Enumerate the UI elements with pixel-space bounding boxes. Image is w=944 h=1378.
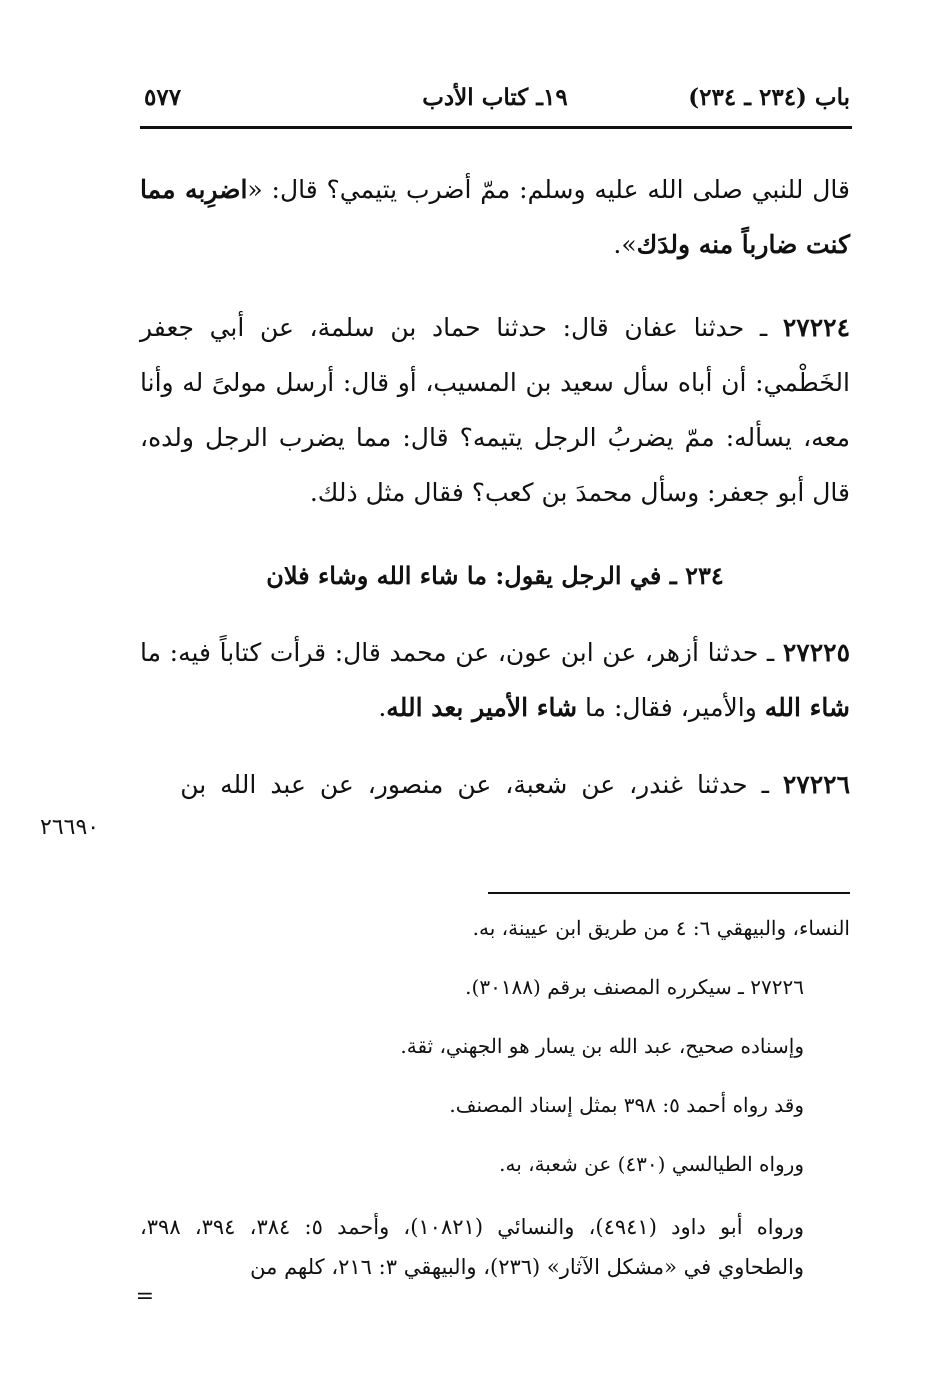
chapter-range: باب (٢٣٤ ـ ٢٣٤) (688, 84, 850, 111)
hadith-bold-text: شاء الله (764, 693, 850, 722)
page-number: ٥٧٧ (144, 84, 182, 111)
margin-reference (40, 815, 99, 840)
chapter-heading: ٢٣٤ ـ في الرجل يقول: ما شاء الله وشاء فلان (266, 561, 724, 590)
hadith-text: والأمير، فقال: ما (577, 693, 765, 722)
hadith-text: ـ حدثنا أزهر، عن ابن عون، عن محمد قال: قرأت كتاباً فيه: ما (140, 638, 783, 667)
footnote-line: وقد رواه أحمد ٥: ٣٩٨ بمثل إسناد المصنف. (449, 1093, 804, 1117)
hadith-27226 (140, 757, 850, 812)
hadith-number: ٢٧٢٢٤ (782, 313, 850, 342)
footnote-line: ٢٧٢٢٦ ـ سيكرره المصنف برقم (٣٠١٨٨). (465, 975, 804, 999)
margin-number: ٢٦٦٩٠ (40, 815, 100, 840)
hadith-text: . (378, 693, 387, 722)
continuation-mark: = (135, 1284, 154, 1309)
hadith-27224 (140, 300, 850, 520)
hadith-number: ٢٧٢٢٥ (782, 638, 850, 667)
paragraph-continuation (140, 162, 850, 272)
hadith-bold-text: شاء الأمير بعد الله (386, 693, 578, 722)
header-divider (140, 126, 852, 129)
hadith-27225 (140, 625, 850, 735)
para1-text: قال للنبي صلى الله عليه وسلم: ممّ أضرب يتيمي؟ قال: « (247, 175, 850, 204)
para1-closing: ». (613, 230, 637, 259)
book-title: ١٩ـ كتاب الأدب (422, 84, 568, 111)
main-text (140, 162, 850, 812)
footnotes (135, 912, 850, 1309)
hadith-text: ـ حدثنا عفان قال: حدثنا حماد بن سلمة، عن أبي جعفر الخَطْمي: أن أباه سأل سعيد بن المسيب، أو قال: أرسل مولىً له وأنا معه، يسأله: ممّ يضربُ الرجل يتيمه؟ قال: مما يضرب الرجل ولده، قال أبو جعفر: وسأل محمدَ بن كعب؟ فقال مثل ذلك. (140, 313, 850, 507)
para1-bold-text: اضرِبه مما كنت ضارباً منه ولدَك (140, 175, 850, 259)
page-header (140, 84, 850, 124)
footnote-line: ورواه الطيالسي (٤٣٠) عن شعبة، به. (499, 1152, 804, 1176)
footnote-line: وإسناده صحيح، عبد الله بن يسار هو الجهني، ثقة. (400, 1034, 804, 1058)
hadith-number: ٢٧٢٢٦ (782, 770, 850, 799)
hadith-text: ـ حدثنا غندر، عن شعبة، عن منصور، عن عبد الله بن (180, 770, 783, 799)
footnote-divider (488, 892, 850, 894)
footnote-paragraph: ورواه أبو داود (٤٩٤١)، والنسائي (١٠٨٢١)، وأحمد ٥: ٣٨٤، ٣٩٤، ٣٩٨، والطحاوي في «مشكل الآثار» (٢٣٦)، والبيهقي ٣: ٢١٦، كلهم من (140, 1215, 805, 1279)
footnote-line: النساء، والبيهقي ٦: ٤ من طريق ابن عيينة، به. (472, 916, 850, 940)
